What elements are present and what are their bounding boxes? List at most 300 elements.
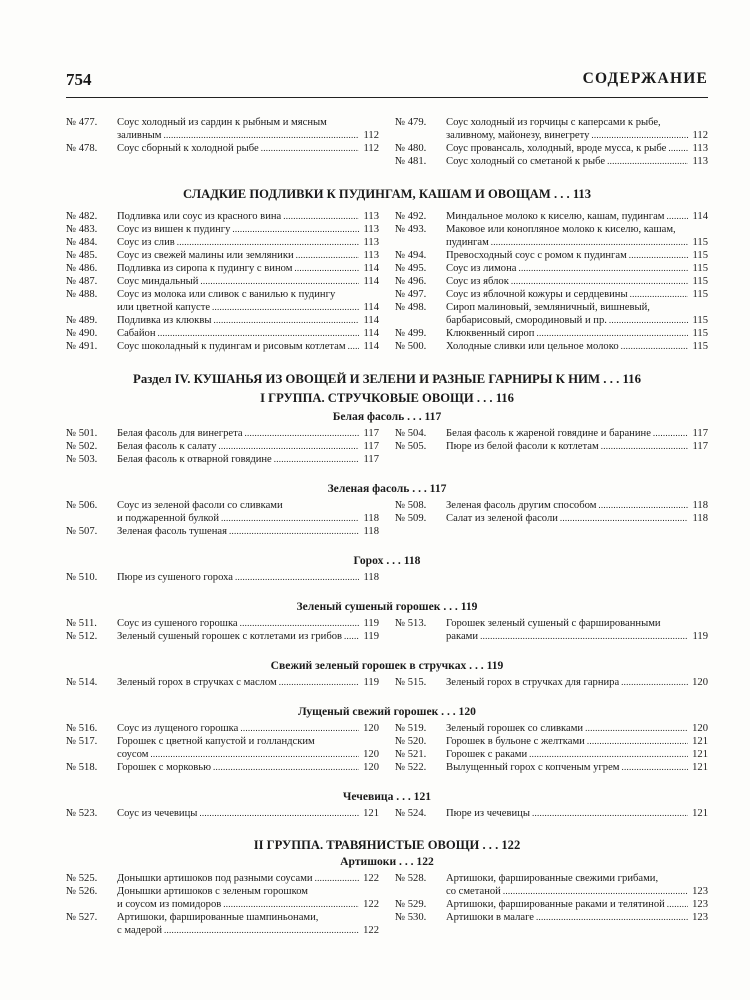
entry-body (117, 885, 379, 911)
toc-entry (66, 427, 379, 440)
dot-leader (532, 807, 688, 820)
entry-body (117, 288, 379, 314)
entry-page: 122 (363, 873, 379, 884)
dot-leader (630, 288, 688, 301)
entry-title: Донышки артишоков под разными соусами (117, 873, 313, 884)
entry-line (446, 301, 708, 314)
entry-page: 123 (692, 899, 708, 910)
toc-entry (395, 142, 708, 155)
entry-number: № 484. (66, 237, 98, 248)
dot-leader (480, 630, 688, 643)
toc-entry (395, 898, 708, 911)
entries-block (66, 499, 708, 538)
entry-title: Соус шоколадный к пудингам и рисовым котлетам (117, 341, 346, 352)
toc-entry (395, 427, 708, 440)
entry-body (117, 722, 379, 735)
toc-entry (395, 807, 708, 820)
entry-line (446, 155, 708, 168)
entry-title: Артишоки, фаршированные раками и телятиной (446, 899, 665, 910)
entry-line (117, 453, 379, 466)
right-column (395, 210, 708, 353)
toc-entry (66, 262, 379, 275)
entry-body (446, 210, 708, 223)
entries-block (66, 807, 708, 820)
entry-title: Превосходный соус с ромом к пудингам (446, 250, 627, 261)
left-column (66, 676, 379, 689)
dot-leader (511, 275, 688, 288)
entry-page: 119 (363, 677, 379, 688)
toc-entry (66, 249, 379, 262)
entry-title: Соус из яблок (446, 276, 509, 287)
right-column (395, 617, 708, 643)
entry-body (117, 210, 379, 223)
entry-line (117, 722, 379, 735)
dot-leader (560, 512, 688, 525)
toc-entry (395, 617, 708, 643)
entry-line (446, 512, 708, 525)
entry-line (446, 249, 708, 262)
entry-title: Соус из лущеного горошка (117, 723, 239, 734)
dot-leader (609, 314, 688, 327)
entry-line (446, 210, 708, 223)
entry-title: и соусом из помидоров (117, 899, 222, 910)
entry-body (117, 761, 379, 774)
entry-number: № 487. (66, 276, 98, 287)
entry-number: № 494. (395, 250, 427, 261)
entry-line (117, 630, 379, 643)
section-heading: СЛАДКИЕ ПОДЛИВКИ К ПУДИНГАМ, КАШАМ И ОВОЩАМ . . . 113 (182, 187, 592, 201)
entry-line (446, 630, 708, 643)
entry-line (117, 327, 379, 340)
entry-body (117, 223, 379, 236)
entry-body (117, 872, 379, 885)
entry-body (117, 630, 379, 643)
entry-page: 119 (363, 631, 379, 642)
entry-number: № 519. (395, 723, 427, 734)
entry-page: 118 (363, 572, 379, 583)
entry-title: Сабайон (117, 328, 156, 339)
left-column (66, 872, 379, 937)
entry-number: № 511. (66, 618, 97, 629)
section-heading: Чечевица . . . 121 (342, 790, 432, 803)
entry-number: № 510. (66, 572, 98, 583)
dot-leader (585, 722, 688, 735)
entry-page: 114 (363, 341, 379, 352)
toc-entry (66, 499, 379, 525)
entry-title: Соус миндальный (117, 276, 199, 287)
dot-leader (212, 301, 359, 314)
entry-line (117, 142, 379, 155)
entry-title: Зеленый горох в стручках для гарнира (446, 677, 620, 688)
entry-page: 117 (692, 441, 708, 452)
entry-line (117, 499, 379, 512)
entry-line (446, 748, 708, 761)
entry-page: 115 (692, 263, 708, 274)
entry-number: № 486. (66, 263, 98, 274)
entry-title: Пюре из сушеного гороха (117, 572, 233, 583)
entry-body (446, 142, 708, 155)
dot-leader (213, 761, 359, 774)
dot-leader (601, 440, 688, 453)
right-column (395, 427, 708, 466)
toc-entry (395, 735, 708, 748)
dot-leader (261, 142, 359, 155)
right-column (395, 571, 708, 584)
dot-leader (223, 898, 359, 911)
entry-body (446, 676, 708, 689)
dot-leader (621, 676, 688, 689)
left-column (66, 427, 379, 466)
entry-body (446, 155, 708, 168)
right-column (395, 807, 708, 820)
entry-body (117, 340, 379, 353)
entry-line (117, 617, 379, 630)
dot-leader (235, 571, 359, 584)
dot-leader (296, 249, 359, 262)
entry-title: Соус из чечевицы (117, 808, 198, 819)
toc-entry (66, 314, 379, 327)
entry-line (446, 722, 708, 735)
entry-page: 114 (363, 263, 379, 274)
entry-line (446, 440, 708, 453)
entry-title: Соус из свежей малины или земляники (117, 250, 294, 261)
right-column (395, 499, 708, 538)
entry-title: соусом (117, 749, 149, 760)
entry-title: Зеленый горошек со сливками (446, 723, 584, 734)
section-heading: Свежий зеленый горошек в стручках . . . 119 (270, 659, 504, 672)
entry-title: Зеленый сушеный горошек с котлетами из грибов (117, 631, 343, 642)
entry-number: № 499. (395, 328, 427, 339)
entry-title: Горошек с морковью (117, 762, 212, 773)
entry-title: Миндальное молоко к киселю, кашам, пудингам (446, 211, 665, 222)
dot-leader (283, 210, 359, 223)
dot-leader (150, 748, 359, 761)
dot-leader (491, 236, 688, 249)
entry-title: с мадерой (117, 925, 163, 936)
toc-entry (395, 116, 708, 142)
entry-line (446, 327, 708, 340)
entry-page: 120 (363, 762, 379, 773)
entry-number: № 480. (395, 143, 427, 154)
dot-leader (503, 885, 688, 898)
entry-title: Соус холодный со сметаной к рыбе (446, 156, 606, 167)
entries-block (66, 427, 708, 466)
toc-entry (395, 499, 708, 512)
entry-number: № 523. (66, 808, 98, 819)
entry-number: № 492. (395, 211, 427, 222)
entry-number: № 522. (395, 762, 427, 773)
entry-title: Пюре из белой фасоли к котлетам (446, 441, 599, 452)
entry-number: № 529. (395, 899, 427, 910)
entry-title: барбарисовый, смородиновый и пр. (446, 315, 607, 326)
entries-block (66, 617, 708, 643)
entry-title: Соус из сушеного горошка (117, 618, 238, 629)
entry-title: заливному, майонезу, винегрету (446, 130, 590, 141)
entry-line (117, 872, 379, 885)
entry-page: 112 (363, 143, 379, 154)
entry-number: № 517. (66, 736, 98, 747)
entry-line (446, 499, 708, 512)
dot-leader (164, 924, 359, 937)
toc-entry (395, 275, 708, 288)
entry-number: № 483. (66, 224, 98, 235)
entry-title: Зеленая фасоль другим способом (446, 500, 597, 511)
dot-leader (199, 807, 359, 820)
entry-page: 115 (692, 237, 708, 248)
entry-body (446, 327, 708, 340)
entry-line (117, 262, 379, 275)
entry-line (446, 735, 708, 748)
entry-line (117, 924, 379, 937)
entry-body (446, 761, 708, 774)
dot-leader (536, 911, 688, 924)
entries-block (66, 210, 708, 353)
right-column (395, 722, 708, 774)
entry-line (446, 872, 708, 885)
entry-line (446, 116, 708, 129)
dot-leader (591, 129, 688, 142)
toc-entry (66, 911, 379, 937)
entry-line (446, 288, 708, 301)
section-heading: Лущеный свежий горошек . . . 120 (298, 705, 476, 718)
left-column (66, 571, 379, 584)
entry-page: 115 (692, 289, 708, 300)
entry-body (446, 499, 708, 512)
dot-leader (629, 249, 688, 262)
entry-body (117, 735, 379, 761)
entry-number: № 478. (66, 143, 98, 154)
entry-page: 120 (363, 749, 379, 760)
dot-leader (213, 314, 359, 327)
entry-title: Салат из зеленой фасоли (446, 513, 558, 524)
entry-number: № 527. (66, 912, 98, 923)
entry-page: 113 (363, 211, 379, 222)
header-rule (66, 97, 708, 98)
dot-leader (668, 142, 688, 155)
entry-line (117, 525, 379, 538)
entry-number: № 502. (66, 441, 98, 452)
entry-line (446, 617, 708, 630)
entry-page: 115 (692, 276, 708, 287)
entry-page: 120 (363, 723, 379, 734)
entry-body (117, 249, 379, 262)
entry-title: Белая фасоль к жареной говядине и баранине (446, 428, 651, 439)
entry-title: Соус сборный к холодной рыбе (117, 143, 259, 154)
entry-number: № 496. (395, 276, 427, 287)
entry-body (446, 262, 708, 275)
toc-entry (66, 327, 379, 340)
dot-leader (622, 761, 689, 774)
entry-title: со сметаной (446, 886, 501, 897)
entry-body (446, 735, 708, 748)
entry-page: 118 (363, 513, 379, 524)
entry-title: Артишоки, фаршированные свежими грибами, (446, 873, 659, 884)
entry-title: Артишоки, фаршированные шампиньонами, (117, 912, 319, 923)
section-heading: Зеленый сушеный горошек . . . 119 (296, 600, 478, 613)
entry-title: Горошек зеленый сушеный с фаршированными (446, 618, 661, 629)
entry-number: № 498. (395, 302, 427, 313)
entry-line (446, 676, 708, 689)
section-heading: I ГРУППА. СТРУЧКОВЫЕ ОВОЩИ . . . 116 (260, 391, 514, 405)
entry-body (117, 314, 379, 327)
entry-line (117, 898, 379, 911)
entry-title: Донышки артишоков с зеленым горошком (117, 886, 309, 897)
entry-body (117, 327, 379, 340)
entry-page: 121 (363, 808, 379, 819)
dot-leader (587, 735, 688, 748)
entry-number: № 518. (66, 762, 98, 773)
entry-title: Белая фасоль к салату (117, 441, 217, 452)
toc-entry (66, 735, 379, 761)
entry-body (117, 142, 379, 155)
toc-entry (395, 262, 708, 275)
entry-line (446, 427, 708, 440)
toc-entry (66, 340, 379, 353)
entry-body (446, 249, 708, 262)
entry-title: Горошек в бульоне с желтками (446, 736, 585, 747)
section-heading: Горох . . . 118 (353, 554, 421, 567)
dot-leader (518, 262, 688, 275)
toc-entry (395, 872, 708, 898)
entry-body (117, 911, 379, 937)
entry-number: № 526. (66, 886, 98, 897)
entry-line (117, 440, 379, 453)
entry-page: 112 (363, 130, 379, 141)
entry-body (117, 571, 379, 584)
entry-page: 119 (363, 618, 379, 629)
entry-line (446, 262, 708, 275)
entry-line (446, 807, 708, 820)
entry-line (117, 885, 379, 898)
left-column (66, 807, 379, 820)
dot-leader (344, 630, 359, 643)
toc-entry (66, 440, 379, 453)
page-number: 754 (66, 70, 92, 89)
dot-leader (163, 129, 359, 142)
entry-number: № 520. (395, 736, 427, 747)
dot-leader (245, 427, 359, 440)
entry-number: № 488. (66, 289, 98, 300)
entry-number: № 512. (66, 631, 98, 642)
entry-page: 118 (692, 513, 708, 524)
entry-number: № 490. (66, 328, 98, 339)
entry-number: № 495. (395, 263, 427, 274)
entry-page: 117 (363, 454, 379, 465)
toc-entry (395, 440, 708, 453)
section-heading: Артишоки . . . 122 (340, 855, 434, 868)
entry-title: Сироп малиновый, земляничный, вишневый, (446, 302, 650, 313)
entry-line (117, 223, 379, 236)
entry-page: 118 (363, 526, 379, 537)
entry-number: № 491. (66, 341, 98, 352)
toc-entry (66, 453, 379, 466)
entry-line (117, 571, 379, 584)
entry-page: 121 (692, 749, 708, 760)
entry-number: № 521. (395, 749, 427, 760)
entry-page: 117 (363, 441, 379, 452)
entry-page: 113 (363, 250, 379, 261)
left-column (66, 210, 379, 353)
entry-title: Подливка или соус из красного вина (117, 211, 282, 222)
dot-leader (621, 340, 688, 353)
entry-number: № 528. (395, 873, 427, 884)
entry-line (117, 748, 379, 761)
entry-page: 112 (692, 130, 708, 141)
entry-number: № 505. (395, 441, 427, 452)
toc-entry (66, 761, 379, 774)
entry-line (446, 911, 708, 924)
entry-body (117, 275, 379, 288)
entry-body (446, 872, 708, 898)
entry-number: № 501. (66, 428, 98, 439)
entry-page: 117 (363, 428, 379, 439)
entry-line (446, 275, 708, 288)
toc-entry (395, 249, 708, 262)
entry-page: 113 (692, 156, 708, 167)
entry-body (446, 898, 708, 911)
entry-page: 120 (692, 723, 708, 734)
entry-page: 115 (692, 315, 708, 326)
entry-body (446, 807, 708, 820)
entry-body (446, 275, 708, 288)
dot-leader (294, 262, 359, 275)
entry-page: 123 (692, 912, 708, 923)
entry-title: Соус провансаль, холодный, вроде мусса, к рыбе (446, 143, 667, 154)
entry-page: 113 (363, 237, 379, 248)
toc-entry (395, 748, 708, 761)
entry-line (446, 761, 708, 774)
entry-number: № 514. (66, 677, 98, 688)
entry-title: Подливка из сиропа к пудингу с вином (117, 263, 293, 274)
entry-body (117, 262, 379, 275)
entry-body (117, 453, 379, 466)
toc-entry (395, 340, 708, 353)
entry-page: 118 (692, 500, 708, 511)
entry-number: № 489. (66, 315, 98, 326)
entry-title: Соус из зеленой фасоли со сливками (117, 500, 283, 511)
toc-entry (66, 807, 379, 820)
entry-body (446, 427, 708, 440)
entry-body (446, 617, 708, 643)
entry-page: 122 (363, 925, 379, 936)
entry-number: № 500. (395, 341, 427, 352)
toc-entry (66, 275, 379, 288)
right-column (395, 872, 708, 937)
toc-entry (66, 630, 379, 643)
entry-line (446, 898, 708, 911)
entry-title: Маковое или конопляное молоко к киселю, кашам, (446, 224, 676, 235)
entry-line (117, 249, 379, 262)
entry-page: 114 (692, 211, 708, 222)
entry-title: Клюквенный сироп (446, 328, 535, 339)
right-column (395, 116, 708, 168)
section-heading: Раздел IV. КУШАНЬЯ ИЗ ОВОЩЕЙ И ЗЕЛЕНИ И РАЗНЫЕ ГАРНИРЫ К НИМ . . . 116 (133, 372, 641, 386)
toc-entry (395, 761, 708, 774)
entry-page: 120 (692, 677, 708, 688)
entry-title: пудингам (446, 237, 489, 248)
toc-entry (395, 210, 708, 223)
entry-title: Соус из лимона (446, 263, 517, 274)
entry-title: Вылущенный горох с копченым угрем (446, 762, 620, 773)
entry-page: 123 (692, 886, 708, 897)
toc-entry (395, 676, 708, 689)
dot-leader (529, 748, 688, 761)
entry-page: 115 (692, 341, 708, 352)
entry-title: или цветной капусте (117, 302, 211, 313)
entry-page: 122 (363, 899, 379, 910)
entry-number: № 477. (66, 117, 98, 128)
entry-number: № 530. (395, 912, 427, 923)
